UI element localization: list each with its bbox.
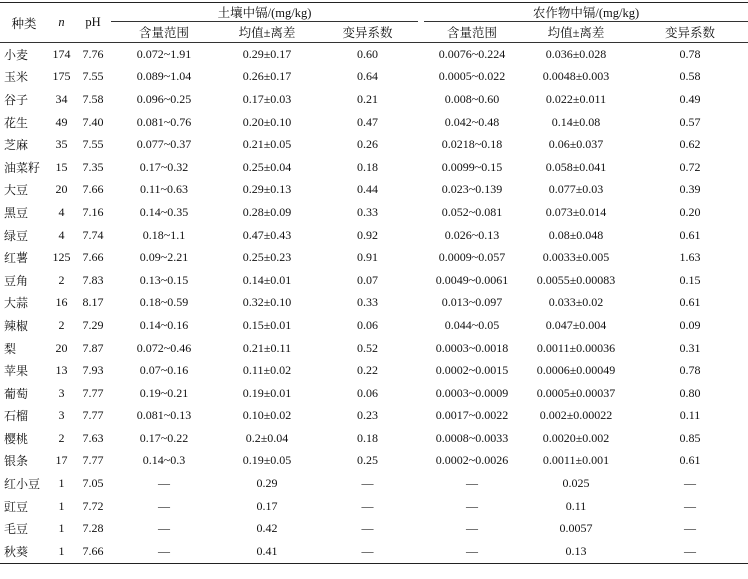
cell-crop-mean: 0.0033±0.005 — [542, 250, 610, 265]
cell-ph: 7.28 — [82, 521, 104, 536]
cell-n: 2 — [58, 430, 65, 445]
cell-soil-cv: 0.91 — [357, 250, 378, 265]
table-body — [0, 43, 748, 564]
cell-n: 17 — [55, 453, 68, 468]
cell-soil-cv: 0.23 — [357, 408, 378, 423]
cell-crop-range: 0.0218~0.18 — [441, 137, 503, 152]
cell-soil-range: 0.18~1.1 — [142, 227, 186, 242]
cell-crop-range: 0.0003~0.0018 — [435, 340, 509, 355]
cell-crop-range: 0.008~0.60 — [444, 91, 500, 106]
cadmium-table — [0, 2, 748, 564]
cell-soil-range: 0.081~0.76 — [136, 114, 192, 129]
cell-crop-mean: 0.022±0.011 — [545, 91, 607, 106]
cell-ph: 7.35 — [82, 159, 104, 174]
cell-ph: 7.74 — [82, 227, 104, 242]
cell-soil-range: 0.14~0.35 — [139, 204, 189, 219]
table-header — [0, 3, 748, 43]
header-soil-range: 含量范围 — [111, 22, 217, 43]
cell-crop: 大蒜 — [4, 296, 29, 311]
table-row — [0, 111, 748, 134]
table-row — [0, 88, 748, 111]
cell-n: 13 — [55, 363, 68, 378]
cell-crop: 毛豆 — [4, 522, 29, 537]
table-row — [0, 337, 748, 360]
cell-crop-cv: 0.85 — [679, 430, 701, 445]
cell-crop: 秋葵 — [0, 540, 48, 563]
cell-crop-range: 0.052~0.081 — [441, 204, 503, 219]
cell-n: 16 — [55, 295, 68, 310]
cell-crop-cv: 0.11 — [679, 408, 701, 423]
cell-soil-mean: 0.2±0.04 — [245, 430, 289, 445]
cell-ph: 7.05 — [82, 476, 104, 491]
cell-soil-cv: 0.22 — [357, 363, 378, 378]
cell-crop-range: 0.0003~0.0009 — [435, 385, 509, 400]
cell-n: 3 — [58, 408, 65, 423]
cell-crop-mean: 0.0006±0.00049 — [536, 363, 616, 378]
table-row — [0, 156, 748, 179]
cell-n: 4 — [58, 204, 65, 219]
header-soil-cv: 变异系数 — [317, 22, 418, 43]
cell-soil-cv: 0.25 — [357, 453, 378, 468]
cell-soil-mean: 0.19±0.05 — [242, 453, 292, 468]
cell-n: 15 — [55, 159, 68, 174]
cell-soil-range: 0.17~0.22 — [139, 430, 189, 445]
cell-crop-mean: 0.0048±0.003 — [542, 69, 610, 84]
table-row — [0, 269, 748, 292]
cell-crop: 银条 — [4, 454, 29, 469]
cell-soil-cv: 0.33 — [357, 295, 378, 310]
table-row — [0, 292, 748, 315]
cell-soil-mean: 0.32±0.10 — [242, 295, 292, 310]
cell-crop-mean: 0.0005±0.00037 — [536, 385, 616, 400]
header-n: n — [48, 3, 75, 43]
cell-soil-range: 0.096~0.25 — [136, 91, 192, 106]
cell-soil-cv: 0.18 — [357, 159, 378, 174]
cell-crop: 葡萄 — [4, 386, 29, 401]
cell-soil-range: 0.077~0.37 — [136, 137, 192, 152]
cell-ph: 7.83 — [82, 272, 104, 287]
cell-crop-cv: — — [632, 540, 748, 563]
cell-soil-cv: 0.60 — [357, 46, 378, 61]
cell-soil-range: 0.19~0.21 — [139, 385, 189, 400]
cell-crop: 豇豆 — [4, 499, 29, 514]
cell-soil-range: 0.081~0.13 — [136, 408, 192, 423]
cell-soil-mean: 0.14±0.01 — [242, 272, 292, 287]
cell-crop-mean: 0.14±0.08 — [551, 114, 601, 129]
cell-n: 1 — [58, 476, 65, 491]
cell-crop: 红薯 — [4, 251, 29, 266]
header-crop: 种类 — [0, 3, 48, 43]
cell-n: 3 — [58, 385, 65, 400]
cell-crop: 梨 — [4, 341, 17, 356]
cell-ph: 7.66 — [82, 182, 104, 197]
cell-crop-cv: 0.15 — [679, 272, 701, 287]
cell-soil-cv: 0.47 — [357, 114, 378, 129]
cell-crop: 芝麻 — [4, 138, 29, 153]
cell-ph: 7.55 — [82, 137, 104, 152]
cell-crop-cv: 0.31 — [679, 340, 701, 355]
cell-crop-range: 0.0099~0.15 — [441, 159, 503, 174]
cell-soil-mean: 0.42 — [256, 521, 278, 536]
cell-soil-mean: 0.19±0.01 — [242, 385, 292, 400]
cell-soil-range: 0.072~0.46 — [136, 340, 192, 355]
cell-ph: 7.16 — [82, 204, 104, 219]
table-row — [0, 382, 748, 405]
cell-crop-mean: 0.002±0.00022 — [539, 408, 613, 423]
table-row — [0, 427, 748, 450]
table-row — [0, 359, 748, 382]
cell-crop: 红小豆 — [4, 477, 41, 492]
cell-n: 49 — [55, 114, 68, 129]
header-crop-group: 农作物中镉/(mg/kg) — [424, 3, 748, 22]
cell-crop-range: 0.0009~0.057 — [438, 250, 506, 265]
cell-crop-cv: 0.78 — [679, 46, 701, 61]
cell-crop-mean: 0.06±0.037 — [548, 137, 604, 152]
cell-soil-range: 0.089~1.04 — [136, 69, 192, 84]
cell-n: 35 — [55, 137, 68, 152]
cell-soil-cv: 0.18 — [357, 430, 378, 445]
cell-crop: 大豆 — [4, 183, 29, 198]
cell-n: 1 — [58, 521, 65, 536]
cell-soil-cv: 0.44 — [357, 182, 378, 197]
cell-soil-mean: 0.29±0.17 — [242, 46, 292, 61]
cell-soil-cv: 0.06 — [357, 317, 378, 332]
cell-soil-cv: 0.07 — [357, 272, 378, 287]
table-row — [0, 201, 748, 224]
cell-ph: 7.93 — [82, 363, 104, 378]
cell-crop-range: 0.0005~0.022 — [438, 69, 506, 84]
cell-soil-cv: 0.52 — [357, 340, 378, 355]
cell-crop-cv: 0.39 — [679, 182, 701, 197]
cell-soil-cv: 0.64 — [357, 69, 378, 84]
cell-crop-range: 0.0049~0.0061 — [435, 272, 509, 287]
cell-crop-mean: 0.058±0.041 — [545, 159, 607, 174]
table-row — [0, 495, 748, 518]
cell-crop-range: — — [466, 476, 478, 491]
cell-crop-mean: 0.0011±0.00036 — [536, 340, 616, 355]
table-row — [0, 224, 748, 247]
cell-soil-range: — — [158, 521, 170, 536]
cell-ph: 7.76 — [82, 46, 104, 61]
cell-crop: 樱桃 — [4, 431, 29, 446]
cell-crop-cv: 0.61 — [679, 227, 701, 242]
cell-crop-mean: 0.0011±0.001 — [542, 453, 610, 468]
cell-soil-range: 0.11~0.63 — [139, 182, 189, 197]
cell-n: 4 — [58, 227, 65, 242]
cell-n: 2 — [58, 272, 65, 287]
cell-soil-mean: 0.47±0.43 — [242, 227, 292, 242]
cell-n: 2 — [58, 317, 65, 332]
cell-crop: 绿豆 — [4, 228, 29, 243]
cell-soil-mean: 0.25±0.04 — [242, 159, 292, 174]
cell-crop: 辣椒 — [4, 318, 29, 333]
cell-soil-mean: 0.28±0.09 — [242, 204, 292, 219]
cell-ph: 7.77 — [82, 408, 104, 423]
cell-soil-cv: 0.06 — [357, 385, 378, 400]
cell-crop: 豆角 — [4, 273, 29, 288]
cell-soil-mean: 0.29 — [256, 476, 278, 491]
cell-soil-mean: 0.25±0.23 — [242, 250, 292, 265]
cell-crop: 石榴 — [4, 409, 29, 424]
table-row — [0, 246, 748, 269]
cell-crop-mean: 0.11 — [565, 498, 587, 513]
cell-soil-range: 0.17~0.32 — [139, 159, 189, 174]
table-row — [0, 66, 748, 89]
cell-soil-range: 0.072~1.91 — [136, 46, 192, 61]
cell-crop-range: 0.026~0.13 — [444, 227, 500, 242]
cell-crop-mean: 0.025 — [562, 476, 590, 491]
cell-crop-range: 0.044~0.05 — [444, 317, 500, 332]
cell-crop-mean: 0.073±0.014 — [545, 204, 607, 219]
cell-n: 34 — [55, 91, 68, 106]
cell-crop-range: — — [424, 540, 520, 563]
cell-soil-cv: 0.21 — [357, 91, 378, 106]
cell-crop: 油菜籽 — [4, 160, 41, 175]
cell-crop-cv: — — [684, 476, 697, 491]
cell-soil-range: — — [158, 498, 170, 513]
cell-soil-mean: 0.17±0.03 — [242, 91, 292, 106]
cell-ph: 7.55 — [82, 69, 104, 84]
table-row — [0, 450, 748, 473]
cell-crop-range: 0.0008~0.0033 — [435, 430, 509, 445]
cell-soil-range: 0.09~2.21 — [139, 250, 189, 265]
cell-soil-cv: 0.92 — [357, 227, 378, 242]
cell-ph: 7.40 — [82, 114, 104, 129]
cell-crop-range: 0.0076~0.224 — [438, 46, 506, 61]
cell-ph: 7.77 — [82, 453, 104, 468]
cell-n: 175 — [52, 69, 71, 84]
cell-crop-cv: 0.78 — [679, 363, 701, 378]
table-row — [0, 314, 748, 337]
cell-soil-mean: 0.20±0.10 — [242, 114, 292, 129]
cell-soil-cv: 0.33 — [357, 204, 378, 219]
cell-crop: 玉米 — [4, 70, 29, 85]
cell-crop-range: 0.0002~0.0015 — [435, 363, 509, 378]
cell-soil-cv: 0.26 — [357, 137, 378, 152]
cell-soil-mean: 0.41 — [217, 540, 317, 563]
cell-crop-cv: 0.58 — [679, 69, 701, 84]
cell-crop-cv: 0.62 — [679, 137, 701, 152]
cell-crop-cv: — — [684, 498, 697, 513]
table-row — [0, 472, 748, 495]
header-crop-mean: 均值±离差 — [520, 22, 632, 43]
table-row — [0, 405, 748, 428]
cell-soil-cv: — — [361, 521, 374, 536]
cell-ph: 7.63 — [82, 430, 104, 445]
cell-crop-cv: 0.57 — [679, 114, 701, 129]
cell-ph: 8.17 — [82, 295, 104, 310]
cell-crop-mean: 0.033±0.02 — [548, 295, 604, 310]
cell-soil-mean: 0.15±0.01 — [242, 317, 292, 332]
cell-ph: 7.66 — [75, 540, 111, 563]
header-soil-group: 土壤中镉/(mg/kg) — [111, 3, 418, 22]
cell-soil-range: — — [158, 476, 170, 491]
cell-n: 1 — [58, 498, 65, 513]
cell-crop-mean: 0.036±0.028 — [545, 46, 607, 61]
cell-crop-cv: 0.61 — [679, 453, 701, 468]
cell-ph: 7.66 — [82, 250, 104, 265]
cell-n: 20 — [55, 340, 68, 355]
cell-crop-mean: 0.0055±0.00083 — [536, 272, 616, 287]
table-row — [0, 43, 748, 66]
cell-crop-mean: 0.047±0.004 — [545, 317, 607, 332]
header-soil-mean: 均值±离差 — [217, 22, 317, 43]
cell-soil-range: 0.13~0.15 — [139, 272, 189, 287]
cell-crop-mean: 0.0057 — [559, 521, 593, 536]
cell-crop-range: 0.0017~0.0022 — [435, 408, 509, 423]
cell-soil-mean: 0.10±0.02 — [242, 408, 292, 423]
cell-soil-range: 0.14~0.3 — [142, 453, 186, 468]
cell-crop: 花生 — [4, 115, 29, 130]
cell-soil-mean: 0.21±0.05 — [242, 137, 292, 152]
cell-ph: 7.29 — [82, 317, 104, 332]
cell-soil-mean: 0.29±0.13 — [242, 182, 292, 197]
cell-crop-cv: — — [684, 521, 697, 536]
cell-soil-mean: 0.21±0.11 — [242, 340, 292, 355]
header-crop-range: 含量范围 — [424, 22, 520, 43]
cell-crop-range: 0.013~0.097 — [441, 295, 503, 310]
cell-soil-range: 0.14~0.16 — [139, 317, 189, 332]
cell-crop-cv: 0.80 — [679, 385, 701, 400]
cell-crop-cv: 0.20 — [679, 204, 701, 219]
cell-crop: 小麦 — [4, 47, 29, 62]
cell-ph: 7.87 — [82, 340, 104, 355]
cell-crop-range: — — [466, 498, 478, 513]
cell-soil-cv: — — [361, 476, 374, 491]
cell-crop: 谷子 — [4, 92, 29, 107]
header-ph: pH — [75, 3, 111, 43]
cell-soil-range: 0.18~0.59 — [139, 295, 189, 310]
header-crop-cv: 变异系数 — [632, 22, 748, 43]
table-row — [0, 517, 748, 540]
cell-n: 174 — [52, 46, 71, 61]
cell-crop: 苹果 — [4, 364, 29, 379]
cell-n: 20 — [55, 182, 68, 197]
cell-crop-cv: 0.72 — [679, 159, 701, 174]
cell-crop-mean: 0.077±0.03 — [548, 182, 604, 197]
cell-ph: 7.58 — [82, 91, 104, 106]
cell-crop-range: 0.042~0.48 — [444, 114, 500, 129]
cell-n: 1 — [48, 540, 75, 563]
cell-soil-mean: 0.17 — [256, 498, 278, 513]
cell-crop-range: 0.0002~0.0026 — [435, 453, 509, 468]
cell-crop-cv: 0.09 — [679, 317, 701, 332]
cell-soil-mean: 0.26±0.17 — [242, 69, 292, 84]
table-row — [0, 540, 748, 563]
cell-n: 125 — [52, 250, 71, 265]
cell-soil-cv: — — [361, 498, 374, 513]
table-row — [0, 179, 748, 202]
cell-crop-cv: 0.61 — [679, 295, 701, 310]
table-row — [0, 133, 748, 156]
cell-crop: 黑豆 — [4, 205, 29, 220]
cell-crop-mean: 0.08±0.048 — [548, 227, 604, 242]
cell-crop-mean: 0.0020±0.002 — [542, 430, 610, 445]
cell-soil-range: 0.07~0.16 — [139, 363, 189, 378]
cell-crop-range: 0.023~0.139 — [441, 182, 503, 197]
cell-crop-mean: 0.13 — [520, 540, 632, 563]
cell-crop-cv: 1.63 — [679, 250, 701, 265]
cell-ph: 7.77 — [82, 385, 104, 400]
cell-ph: 7.72 — [82, 498, 104, 513]
cell-soil-mean: 0.11±0.02 — [242, 363, 292, 378]
cell-soil-range: — — [111, 540, 217, 563]
cell-soil-cv: — — [317, 540, 418, 563]
cell-crop-cv: 0.49 — [679, 91, 701, 106]
cell-crop-range: — — [466, 521, 478, 536]
